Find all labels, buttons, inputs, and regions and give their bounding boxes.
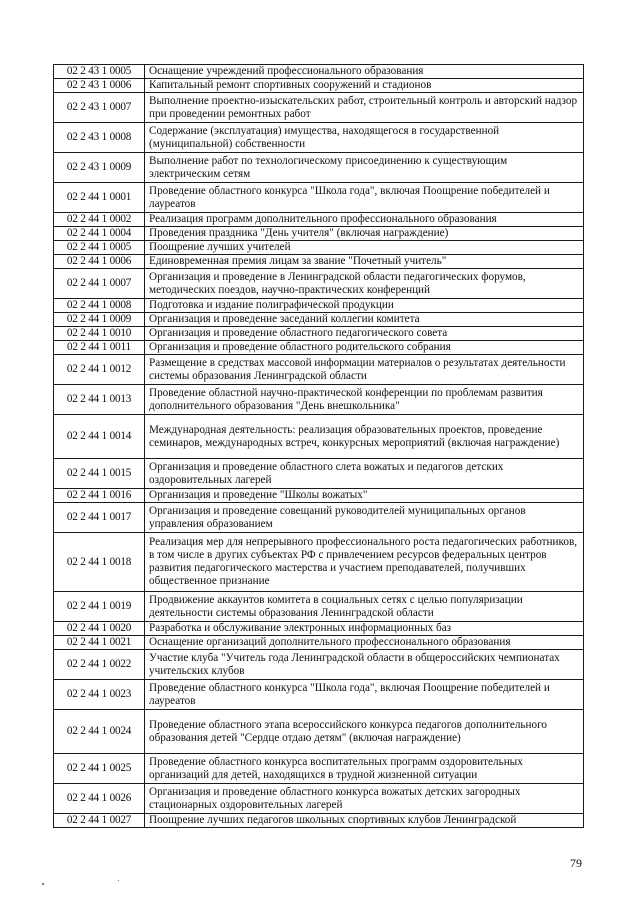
- table-row: [54, 213, 584, 227]
- row-code-cell: 02 2 43 1 0007: [54, 93, 145, 123]
- row-description-cell: Единовременная премия лицам за звание "Почетный учитель": [145, 255, 584, 269]
- row-description-cell: Организация и проведение областного слета вожатых и педагогов детских оздоровительных лагерей: [145, 459, 584, 489]
- row-description-cell: Реализация программ дополнительного профессионального образования: [145, 213, 584, 227]
- row-description-cell: Организация и проведение областного конкурса вожатых детских загородных стационарных оздоровительных лагерей: [145, 784, 584, 814]
- row-code-cell: 02 2 44 1 0025: [54, 754, 145, 784]
- table-row: [54, 489, 584, 503]
- table-row: [54, 65, 584, 79]
- row-description-cell: Содержание (эксплуатация) имущества, находящегося в государственной (муниципальной) собственности: [145, 123, 584, 153]
- row-code-cell: 02 2 44 1 0026: [54, 784, 145, 814]
- row-description-cell: Организация и проведение областного родительского собрания: [145, 341, 584, 355]
- row-description-cell: Проведение областной научно-практической конференции по проблемам развития дополнительного образования "День внешкольника": [145, 385, 584, 415]
- row-description-cell: Проведение областного этапа всероссийского конкурса педагогов дополнительного образования детей "Сердце отдаю детям" (включая награждение): [145, 710, 584, 754]
- row-code-cell: 02 2 44 1 0009: [54, 313, 145, 327]
- row-code-cell: 02 2 44 1 0013: [54, 385, 145, 415]
- row-code-cell: 02 2 43 1 0008: [54, 123, 145, 153]
- row-code-cell: 02 2 43 1 0009: [54, 153, 145, 183]
- table-row: [54, 327, 584, 341]
- row-code-cell: 02 2 44 1 0022: [54, 650, 145, 680]
- row-description-cell: Поощрение лучших учителей: [145, 241, 584, 255]
- row-code-cell: 02 2 44 1 0007: [54, 269, 145, 299]
- table-row: [54, 153, 584, 183]
- table-row: [54, 227, 584, 241]
- table-row: [54, 269, 584, 299]
- row-code-cell: 02 2 44 1 0024: [54, 710, 145, 754]
- row-code-cell: 02 2 44 1 0008: [54, 299, 145, 313]
- row-description-cell: Подготовка и издание полиграфической продукции: [145, 299, 584, 313]
- table-row: [54, 93, 584, 123]
- row-description-cell: Капитальный ремонт спортивных сооружений и стадионов: [145, 79, 584, 93]
- row-description-cell: Проведение областного конкурса воспитательных программ оздоровительных организаций для детей, находящихся в трудной жизненной ситуации: [145, 754, 584, 784]
- row-description-cell: Проведения праздника "День учителя" (включая награждение): [145, 227, 584, 241]
- table-row: [54, 385, 584, 415]
- row-description-cell: Организация и проведение в Ленинградской области педагогических форумов, методических поездов, научно-практических конференций: [145, 269, 584, 299]
- row-description-cell: Оснащение учреждений профессионального образования: [145, 65, 584, 79]
- table-row: [54, 622, 584, 636]
- table-row: [54, 636, 584, 650]
- table-row: [54, 255, 584, 269]
- row-description-cell: Размещение в средствах массовой информации материалов о результатах деятельности системы образования Ленинградской области: [145, 355, 584, 385]
- table-row: [54, 341, 584, 355]
- table-row: [54, 814, 584, 828]
- row-code-cell: 02 2 44 1 0023: [54, 680, 145, 710]
- table-row: [54, 459, 584, 489]
- row-description-cell: Международная деятельность: реализация образовательных проектов, проведение семинаров, международных встреч, конкурсных мероприятий (включая награждение): [145, 415, 584, 459]
- row-description-cell: Организация и проведение совещаний руководителей муниципальных органов управления образованием: [145, 503, 584, 533]
- row-code-cell: 02 2 44 1 0015: [54, 459, 145, 489]
- row-code-cell: 02 2 43 1 0005: [54, 65, 145, 79]
- budget-codes-table: [53, 64, 584, 828]
- row-code-cell: 02 2 44 1 0005: [54, 241, 145, 255]
- table-row: [54, 533, 584, 592]
- row-code-cell: 02 2 44 1 0018: [54, 533, 145, 592]
- table-row: [54, 183, 584, 213]
- page-number: 79: [570, 856, 582, 870]
- table-row: [54, 784, 584, 814]
- table-row: [54, 123, 584, 153]
- row-code-cell: 02 2 44 1 0014: [54, 415, 145, 459]
- table-row: [54, 592, 584, 622]
- table-row: [54, 503, 584, 533]
- row-code-cell: 02 2 44 1 0002: [54, 213, 145, 227]
- row-code-cell: 02 2 44 1 0017: [54, 503, 145, 533]
- row-code-cell: 02 2 44 1 0027: [54, 814, 145, 828]
- table-body: [54, 65, 584, 828]
- table-row: [54, 680, 584, 710]
- row-description-cell: Выполнение работ по технологическому присоединению к существующим электрическим сетям: [145, 153, 584, 183]
- row-description-cell: Разработка и обслуживание электронных информационных баз: [145, 622, 584, 636]
- table-row: [54, 650, 584, 680]
- row-code-cell: 02 2 44 1 0001: [54, 183, 145, 213]
- row-description-cell: Реализация мер для непрерывного профессионального роста педагогических работников, в том числе в других субъектах РФ с привлечением ресурсов федеральных центров развития педагогического мастерства и участием преподавателей, получивших общественное признание: [145, 533, 584, 592]
- row-code-cell: 02 2 44 1 0011: [54, 341, 145, 355]
- table-row: [54, 241, 584, 255]
- row-description-cell: Поощрение лучших педагогов школьных спортивных клубов Ленинградской: [145, 814, 584, 828]
- row-code-cell: 02 2 43 1 0006: [54, 79, 145, 93]
- table-row: [54, 710, 584, 754]
- row-description-cell: Организация и проведение областного педагогического совета: [145, 327, 584, 341]
- row-code-cell: 02 2 44 1 0016: [54, 489, 145, 503]
- table-row: [54, 313, 584, 327]
- scan-speck: [118, 880, 119, 881]
- row-description-cell: Проведение областного конкурса "Школа года", включая Поощрение победителей и лауреатов: [145, 680, 584, 710]
- row-code-cell: 02 2 44 1 0004: [54, 227, 145, 241]
- row-code-cell: 02 2 44 1 0021: [54, 636, 145, 650]
- row-description-cell: Организация и проведение "Школы вожатых": [145, 489, 584, 503]
- row-description-cell: Оснащение организаций дополнительного профессионального образования: [145, 636, 584, 650]
- row-code-cell: 02 2 44 1 0019: [54, 592, 145, 622]
- row-code-cell: 02 2 44 1 0010: [54, 327, 145, 341]
- table-row: [54, 355, 584, 385]
- row-description-cell: Продвижение аккаунтов комитета в социальных сетях с целью популяризации деятельности системы образования Ленинградской области: [145, 592, 584, 622]
- table-row: [54, 754, 584, 784]
- row-code-cell: 02 2 44 1 0020: [54, 622, 145, 636]
- scan-speck: [42, 883, 44, 885]
- row-code-cell: 02 2 44 1 0006: [54, 255, 145, 269]
- table-row: [54, 79, 584, 93]
- table-row: [54, 415, 584, 459]
- row-code-cell: 02 2 44 1 0012: [54, 355, 145, 385]
- table-row: [54, 299, 584, 313]
- row-description-cell: Выполнение проектно-изыскательских работ, строительный контроль и авторский надзор при проведении ремонтных работ: [145, 93, 584, 123]
- row-description-cell: Участие клуба "Учитель года Ленинградской области в общероссийских чемпионатах учительских клубов: [145, 650, 584, 680]
- row-description-cell: Проведение областного конкурса "Школа года", включая Поощрение победителей и лауреатов: [145, 183, 584, 213]
- row-description-cell: Организация и проведение заседаний коллегии комитета: [145, 313, 584, 327]
